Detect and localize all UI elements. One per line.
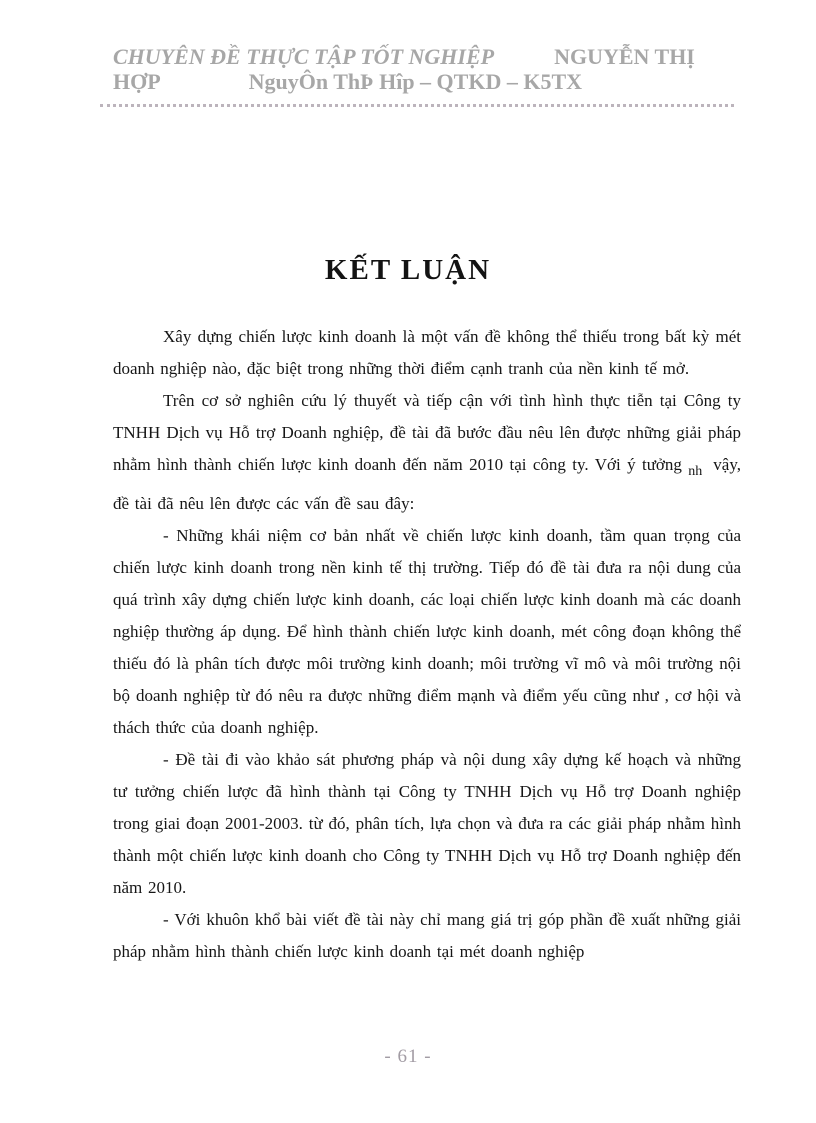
header-student-name-upper-part2: HỢP <box>113 69 161 94</box>
paragraph-basis-text: Trên cơ sở nghiên cứu lý thuyết và tiếp cận với tình hình thực tiễn tại Công ty TNHH Dịch vụ Hỗ trợ Doanh nghiệp, đề tài đã bước đầu nêu lên được những giải pháp nhằm hình thành chiến lược kinh doanh đến năm 2010 tại công ty. Với ý tưởng <box>113 391 741 474</box>
page-number: - 61 - <box>384 1046 432 1067</box>
header-line-1 <box>113 44 743 69</box>
document-body <box>113 321 741 968</box>
paragraph-scope: - Với khuôn khổ bài viết đề tài này chỉ mang giá trị góp phần đề xuất những giải pháp nhằm hình thành chiến lược kinh doanh tại mét doanh nghiệp <box>113 910 741 961</box>
paragraph-concepts: - Những khái niệm cơ bản nhất về chiến lược kinh doanh, tầm quan trọng của chiến lược kinh doanh trong nền kinh tế thị trường. Tiếp đó đề tài đưa ra nội dung của quá trình xây dựng chiến lược kinh doanh, các loại chiến lược kinh doanh mà các doanh nghiệp thường áp dụng. Để hình thành chiến lược kinh doanh, mét công đoạn không thể thiếu đó là phân tích được môi trường kinh doanh; môi trường vĩ mô và môi trường nội bộ doanh nghiệp từ đó nêu ra được những điểm mạnh và điểm yếu cũng như , cơ hội và thách thức của doanh nghiệp. <box>113 526 741 737</box>
paragraph-intro: Xây dựng chiến lược kinh doanh là một vấn đề không thể thiếu trong bất kỳ mét doanh nghiệp nào, đặc biệt trong những thời điểm cạnh tranh của nền kinh tế mở. <box>113 327 741 378</box>
paragraph-survey: - Đề tài đi vào khảo sát phương pháp và nội dung xây dựng kế hoạch và những tư tưởng chiến lược đã hình thành tại Công ty TNHH Dịch vụ Hỗ trợ Doanh nghiệp trong giai đoạn 2001-2003. từ đó, phân tích, lựa chọn và đưa ra các giải pháp nhằm hình thành một chiến lược kinh doanh cho Công ty TNHH Dịch vụ Hỗ trợ Doanh nghiệp đến năm 2010. <box>113 750 741 897</box>
page-footer <box>0 1046 816 1068</box>
page-header <box>113 44 743 94</box>
page-title: KẾT LUẬN <box>324 254 492 286</box>
header-student-name-upper-part1: NGUYỄN THỊ <box>554 44 695 69</box>
header-course-title: CHUYÊN ĐỀ THỰC TẬP TỐT NGHIỆP <box>113 44 495 69</box>
header-student-info: NguyÔn ThÞ Hîp – QTKD – K5TX <box>248 69 583 94</box>
paragraph-basis-text-after: vậy, đề tài đã nêu lên được các vấn đề sau đây: <box>113 455 741 513</box>
paragraph-basis-subscript: nh <box>688 464 703 479</box>
header-line-2 <box>113 69 743 94</box>
dotted-divider <box>100 104 734 107</box>
paragraph-basis <box>113 385 741 520</box>
